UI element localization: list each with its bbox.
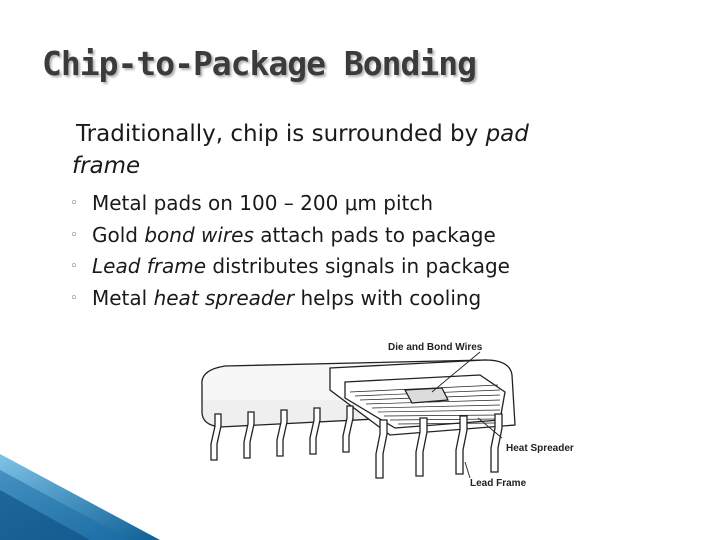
main-bullet — [48, 118, 658, 182]
sub-bullet-heat-spreader: ◦ Metal heat spreader helps with cooling — [70, 283, 510, 315]
sub-bullet-marker-icon: ◦ — [70, 227, 78, 243]
sub-bullet-lead-frame: ◦ Lead frame distributes signals in package — [70, 251, 510, 283]
sub-bullet-marker-icon: ◦ — [70, 196, 78, 211]
slide-title: Chip-to-Package Bonding — [42, 44, 476, 83]
sub-bullet-pads: ◦ Metal pads on 100 – 200 μm pitch — [70, 188, 510, 220]
sub-bullet-marker-icon: ◦ — [70, 290, 78, 306]
micron-symbol: μm — [344, 191, 377, 215]
sub-bullet-marker-icon: ◦ — [70, 259, 78, 274]
corner-decoration — [0, 440, 160, 540]
bullet-text: Traditionally, chip is surrounded by — [76, 121, 486, 147]
package-drawing — [180, 330, 620, 530]
bullet-italic-pad: pad — [485, 121, 529, 147]
chip-package-illustration — [180, 330, 620, 530]
bullet-italic-frame: frame — [72, 153, 141, 179]
label-heat-spreader: Heat Spreader — [506, 443, 574, 454]
sub-bullet-bond-wires: ◦ Gold bond wires attach pads to package — [70, 220, 510, 252]
label-die-bond-wires: Die and Bond Wires — [388, 342, 483, 353]
label-lead-frame: Lead Frame — [470, 478, 527, 489]
sub-bullet-list — [70, 188, 510, 314]
